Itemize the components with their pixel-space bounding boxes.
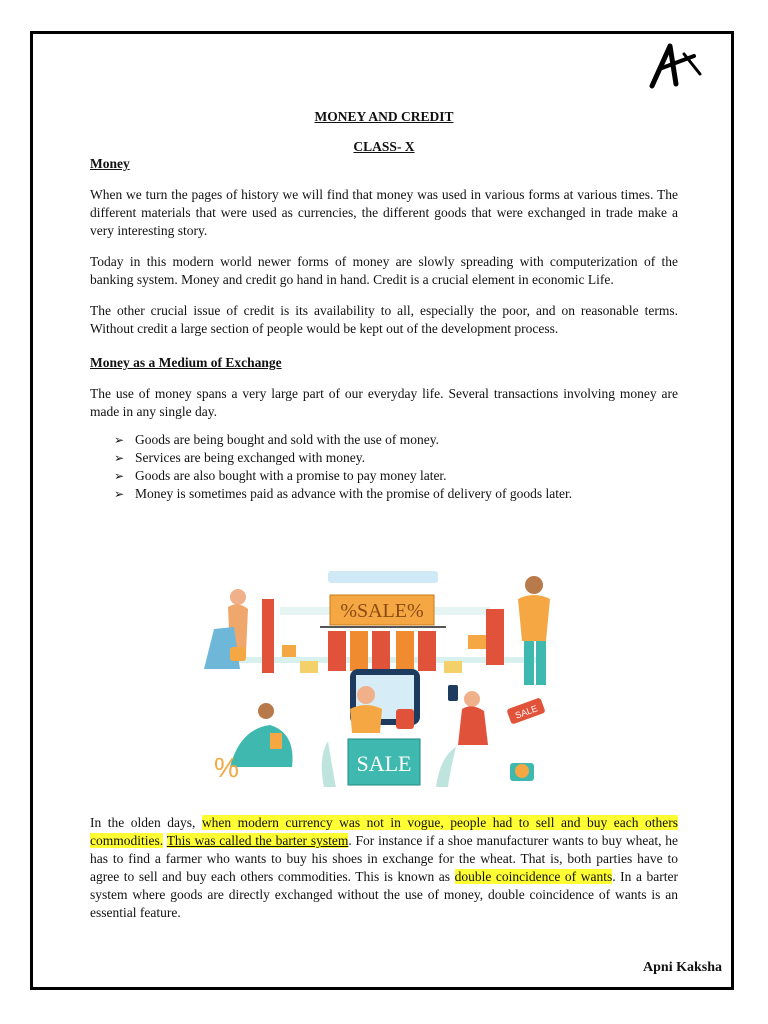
list-item: ➢ Money is sometimes paid as advance with the promise of delivery of goods later. [114, 486, 573, 501]
arrow-bullet-icon: ➢ [114, 469, 125, 483]
bullet-list [90, 431, 678, 503]
list-item: ➢ Goods are being bought and sold with the use of money. [114, 432, 439, 447]
section-heading-money: Money [90, 156, 130, 171]
section-heading-exchange: Money as a Medium of Exchange [90, 355, 282, 370]
arrow-bullet-icon: ➢ [114, 433, 125, 447]
shopping-sale-illustration [200, 557, 568, 797]
percent-text: % [214, 752, 239, 783]
apni-kaksha-logo-icon [640, 38, 726, 90]
page-title: MONEY AND CREDIT [314, 109, 454, 124]
sale-banner-text: %SALE% [340, 600, 424, 622]
document-body [90, 108, 678, 503]
paragraph-money-3: The other crucial issue of credit is its availability to all, especially the poor, and on reasonable terms. Without credit a large section of people would be kept out of the development process. [90, 303, 678, 336]
paragraph-money-2: Today in this modern world newer forms of money are slowly spreading with computerization of the banking system. Money and credit go hand in hand. Credit is a crucial element in economic Life. [90, 254, 678, 287]
highlight-text: This was called the barter system [166, 833, 349, 848]
list-item: ➢ Goods are also bought with a promise to pay money later. [114, 468, 447, 483]
sale-tag-text: SALE [513, 703, 539, 721]
paragraph-exchange-1: The use of money spans a very large part of our everyday life. Several transactions involving money are made in any single day. [90, 386, 678, 419]
arrow-bullet-icon: ➢ [114, 451, 125, 465]
sale-box-text: SALE [356, 751, 412, 776]
list-item: ➢ Services are being exchanged with money. [114, 450, 366, 465]
class-line: CLASS- X [353, 139, 415, 154]
highlight-text: when modern currency was not in vogue, people had to sell and buy each others commodities. [90, 815, 678, 848]
paragraph-money-1: When we turn the pages of history we will find that money was used in various forms at various times. The different materials that were used as currencies, the different goods that were exchanged in trade make a very interesting story. [90, 187, 678, 238]
highlight-text: double coincidence of wants [454, 869, 613, 884]
footer-brand: Apni Kaksha [643, 960, 722, 975]
paragraph-barter: In the olden days, when modern currency was not in vogue, people had to sell and buy each others commodities. This was called the barter system. For instance if a shoe manufacturer wants to buy wheat, he has to find a farmer who wants to buy his shoes in exchange for the wheat. That is, both parties have to agree to sell and buy each others commodities. This is known as double coincidence of wants. In a barter system where goods are directly exchanged without the use of money, double coincidence of wants is an essential feature. [90, 815, 678, 920]
arrow-bullet-icon: ➢ [114, 487, 125, 501]
